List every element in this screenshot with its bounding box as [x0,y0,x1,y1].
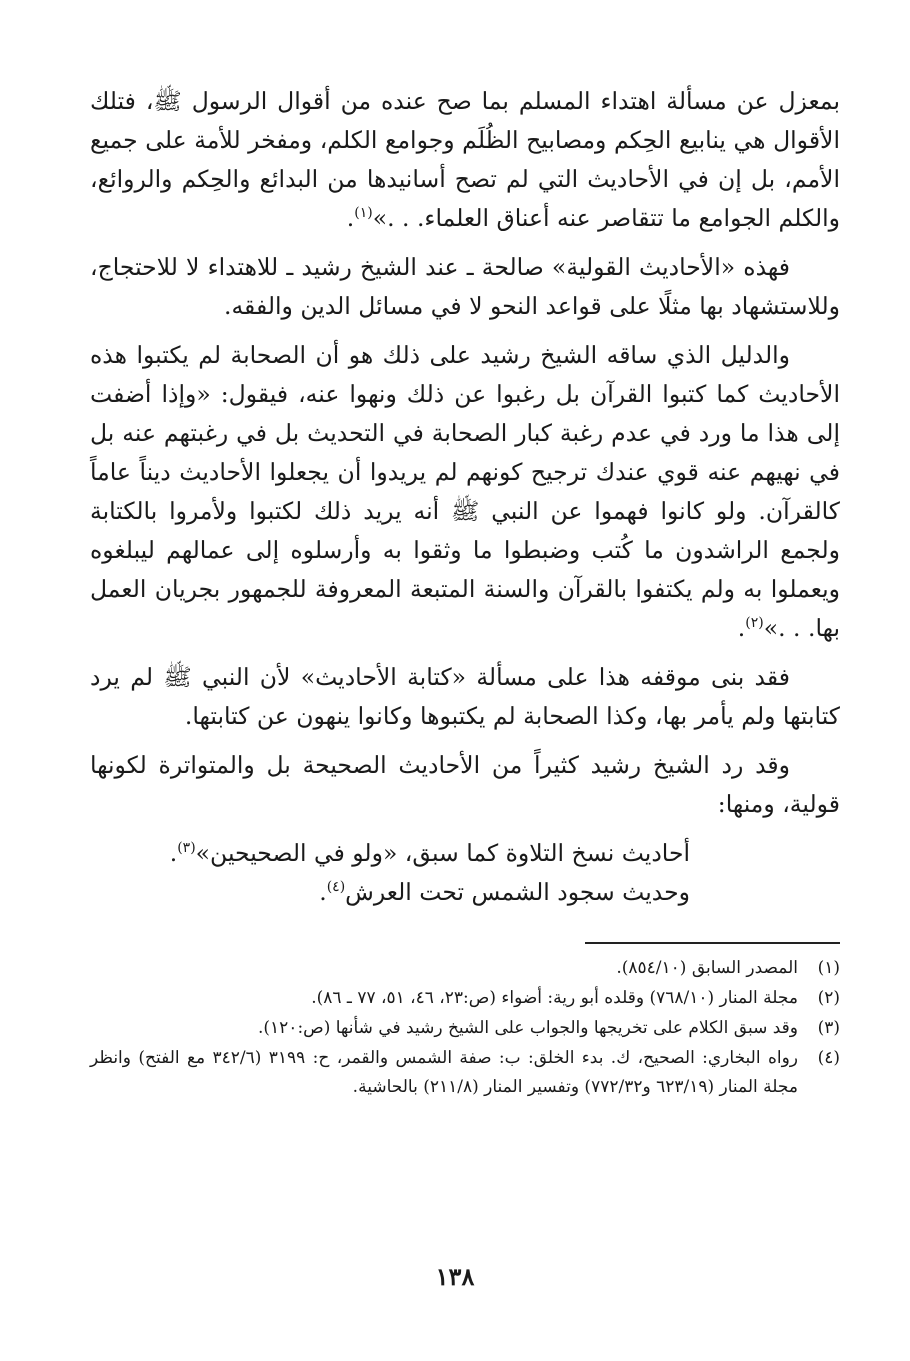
footnote-ref[interactable]: (٢) [745,615,764,632]
list-item: وحديث سجود الشمس تحت العرش$^{(٤)}$. [319,878,690,906]
footnote-ref[interactable]: (٣) [177,840,196,857]
footnote [90,984,840,1013]
footnote-text: رواه البخاري: الصحيح، ك. بدء الخلق: ب: صفة الشمس والقمر، ح: ٣١٩٩ (٣٤٢/٦ مع الفتح) وانظر مجلة المنار (٦٢٣/١٩ و٧٧٢/٣٢) وتفسير المنار (٢١١/٨) بالحاشية. [90,1048,798,1097]
paragraph: فهذه «الأحاديث القولية» صالحة ـ عند الشيخ رشيد ـ للاهتداء لا للاحتجاج، وللاستشهاد بها مثلًا على قواعد النحو لا في مسائل الدين والفقه. [90,253,840,320]
footnote [90,1044,840,1102]
main-text [90,82,840,912]
footnote-number: (٢) [817,988,840,1008]
footnotes [90,954,840,1102]
footnote-text: المصدر السابق (٨٥٤/١٠). [616,958,798,978]
list-item: أحاديث نسخ التلاوة كما سبق، «ولو في الصحيحين»$^{(٣)}$. [169,839,690,867]
footnote-number: (١) [817,958,840,978]
paragraph: بمعزل عن مسألة اهتداء المسلم بما صح عنده من أقوال الرسول ﷺ، فتلك الأقوال هي ينابيع الحِكم ومصابيح الظُلَم وجوامع الكلم، ومفخر للأمة على جميع الأمم، بل إن في الأحاديث التي لم تصح أسانيدها من البدائع والحِكم والروائع، والكلم الجوامع ما تتقاصر عنه أعناق العلماء. . .»$^{(١)}$. [90,87,840,232]
paragraph: والدليل الذي ساقه الشيخ رشيد على ذلك هو أن الصحابة لم يكتبوا هذه الأحاديث كما كتبوا القرآن بل رغبوا عن ذلك ونهوا عنه، فيقول: «وإذا أضفت إلى هذا ما ورد في عدم رغبة كبار الصحابة في التحديث بل في رغبتهم عنه بل في نهيهم عنه قوي عندك ترجيح كونهم لم يريدوا أن يجعلوا الأحاديث ديناً عاماً كالقرآن. ولو كانوا فهموا عن النبي ﷺ أنه يريد ذلك لكتبوا ولأمروا بالكتابة ولجمع الراشدون ما كُتب وضبطوا ما وثقوا به وأرسلوه إلى عمالهم ليبلغوه ويعملوا به ولم يكتفوا بالقرآن والسنة المتبعة المعروفة للجمهور بجريان العمل بها. . .»$^{(٢)}$. [90,341,840,642]
footnote-ref[interactable]: (١) [354,205,373,222]
footnote-divider [585,942,840,944]
page-number: ١٣٨ [435,1262,475,1291]
footnote-number: (٤) [817,1048,840,1068]
footnote [90,954,840,983]
paragraph: فقد بنى موقفه هذا على مسألة «كتابة الأحاديث» لأن النبي ﷺ لم يرد كتابتها ولم يأمر بها، وكذا الصحابة لم يكتبوها وكانوا ينهون عن كتابتها. [90,663,840,730]
footnote-text: وقد سبق الكلام على تخريجها والجواب على الشيخ رشيد في شأنها (ص:١٢٠). [257,1018,798,1038]
footnote-ref[interactable]: (٤) [326,879,346,896]
footnote-text: مجلة المنار (٧٦٨/١٠) وقلده أبو رية: أضواء (ص:٢٣، ٤٦، ٥١، ٧٧ ـ ٨٦). [311,988,798,1008]
footnote [90,1014,840,1043]
paragraph: وقد رد الشيخ رشيد كثيراً من الأحاديث الصحيحة بل والمتواترة لكونها قولية، ومنها: [90,751,840,818]
footnote-number: (٣) [817,1018,840,1038]
